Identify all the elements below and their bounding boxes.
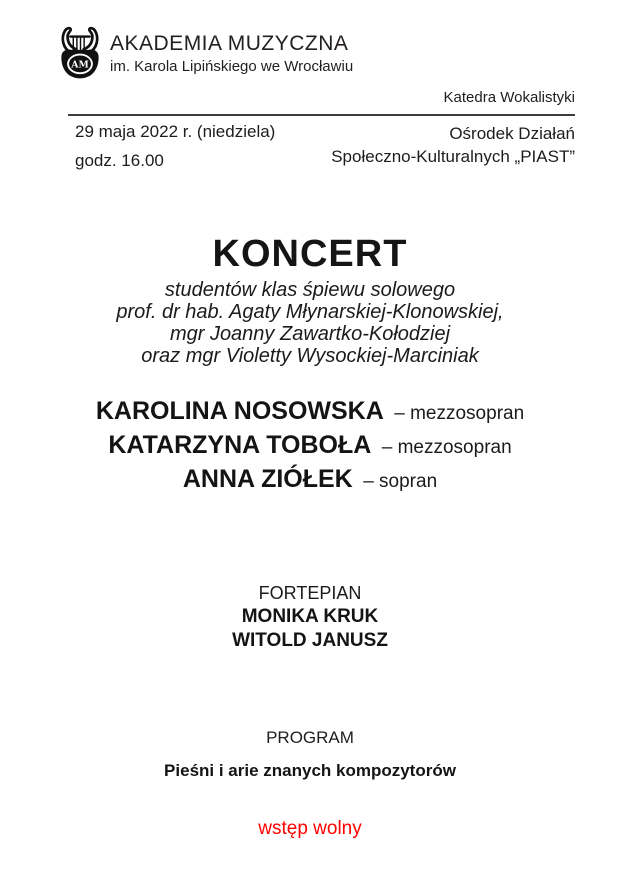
concert-title: KONCERT <box>212 233 408 275</box>
subtitle-line: mgr Joanny Zawartko-Kołodziej <box>169 323 451 345</box>
subtitle-line: studentów klas śpiewu solowego <box>164 279 456 301</box>
piano-section-label: FORTEPIAN <box>258 583 362 603</box>
pianist-name: WITOLD JANUSZ <box>232 630 388 651</box>
header-divider <box>68 114 575 116</box>
subtitle-line: prof. dr hab. Agaty Młynarskiej-Klonowskiej, <box>116 301 504 323</box>
program-description: Pieśni i arie znanych kompozytorów <box>164 761 456 780</box>
academy-subtitle: im. Karola Lipińskiego we Wrocławiu <box>110 58 354 75</box>
venue-block <box>331 122 575 168</box>
academy-name: AKADEMIA MUZYCZNA <box>110 32 349 55</box>
performer-voice: – mezzosopran <box>381 437 512 458</box>
academy-block <box>110 32 353 75</box>
program-heading: PROGRAM <box>266 728 354 747</box>
performer-name: ANNA ZIÓŁEK <box>182 465 353 493</box>
logo-monogram: AM <box>71 59 89 71</box>
performer-voice: – sopran <box>363 471 438 492</box>
performer-row <box>0 464 620 498</box>
concert-subtitle <box>0 279 620 367</box>
venue-line-2: Społeczno-Kulturalnych „PIAST” <box>331 147 575 166</box>
pianist-name: MONIKA KRUK <box>241 606 379 627</box>
lyre-logo-icon <box>56 23 104 81</box>
venue-line-1: Ośrodek Działań <box>449 124 575 143</box>
performer-name: KATARZYNA TOBOŁA <box>108 431 372 459</box>
piano-section <box>0 581 620 653</box>
performer-row <box>0 430 620 464</box>
performers-list <box>0 396 620 498</box>
performer-voice: – mezzosopran <box>394 403 525 424</box>
subtitle-line: oraz mgr Violetty Wysockiej-Marciniak <box>141 345 479 367</box>
admission-note: wstęp wolny <box>258 818 362 839</box>
performer-name: KAROLINA NOSOWSKA <box>95 397 384 425</box>
performer-row <box>0 396 620 430</box>
event-date: 29 maja 2022 r. (niedziela) <box>75 122 276 141</box>
department-label: Katedra Wokalistyki <box>443 89 575 106</box>
event-time: godz. 16.00 <box>75 151 164 170</box>
